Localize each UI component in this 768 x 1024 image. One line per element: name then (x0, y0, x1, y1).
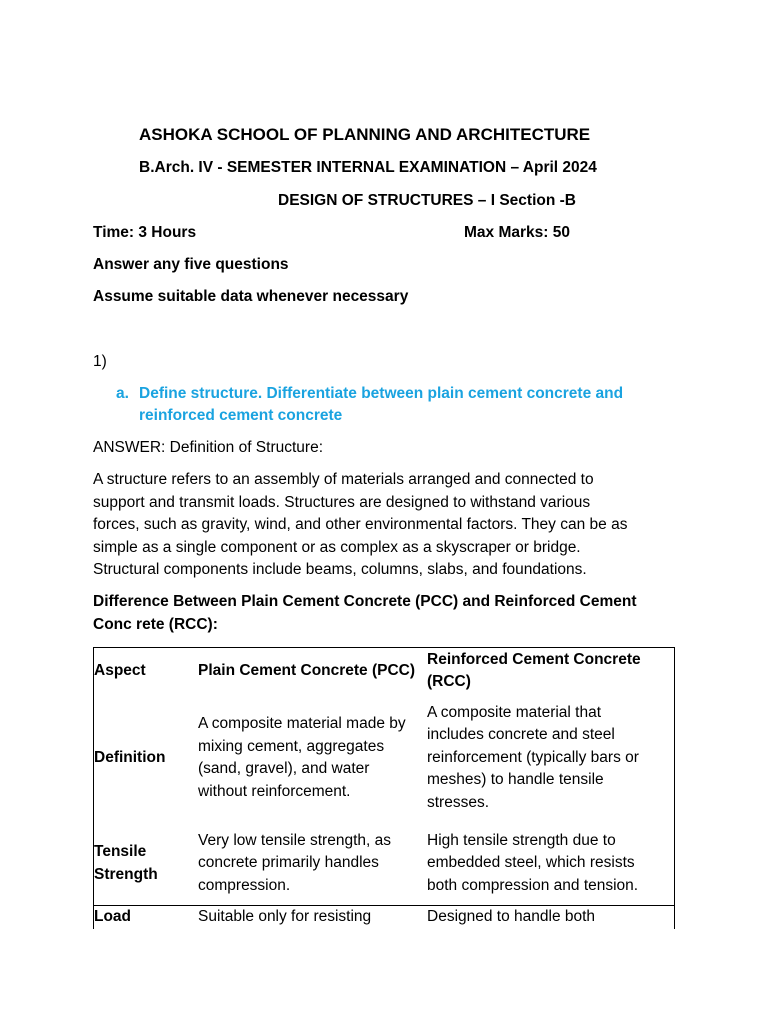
cell-text: compression. (198, 876, 291, 894)
paragraph-line: simple as a single component or as complex as a skyscraper or bridge. (93, 538, 581, 556)
cell-text: reinforcement (typically bars or (427, 748, 639, 766)
answer-paragraph (93, 469, 673, 582)
cell-text: concrete primarily handles (198, 854, 379, 872)
cell-text: Definition (94, 748, 166, 766)
difference-heading-line-1: Difference Between Plain Cement Concrete (PCC) and Reinforced Cement (93, 593, 637, 610)
subject-title: DESIGN OF STRUCTURES – I Section -B (278, 192, 576, 209)
cell-aspect (94, 906, 198, 929)
header-pcc (198, 648, 427, 694)
time-label: Time: 3 Hours (93, 224, 197, 241)
header-aspect (94, 648, 198, 694)
header-rcc-label: Reinforced Cement Concrete (427, 650, 641, 668)
cell-pcc (198, 906, 427, 929)
cell-text: stresses. (427, 793, 490, 811)
cell-text: mixing cement, aggregates (198, 737, 385, 755)
cell-text: A composite material that (427, 703, 602, 721)
cell-text: without reinforcement. (198, 782, 351, 800)
max-marks-label: Max Marks: 50 (464, 224, 570, 241)
cell-text: High tensile strength due to (427, 831, 616, 849)
header-pcc-label: Plain Cement Concrete (PCC) (198, 661, 416, 679)
header-rcc (427, 648, 675, 694)
sub-question-line-1: Define structure. Differentiate between plain cement concrete and (139, 385, 624, 402)
instruction-1: Answer any five questions (93, 256, 289, 273)
cell-text: Designed to handle both (427, 908, 596, 925)
header-aspect-label: Aspect (94, 661, 146, 679)
cell-rcc (427, 694, 675, 822)
cell-text: A composite material made by (198, 715, 406, 732)
header-rcc-label: (RCC) (427, 673, 471, 690)
cell-rcc (427, 822, 675, 905)
cell-text: (sand, gravel), and water (198, 760, 370, 777)
paragraph-line: A structure refers to an assembly of materials arranged and connected to (93, 471, 594, 488)
cell-pcc (198, 694, 427, 822)
cell-text: Strength (94, 865, 158, 883)
answer-heading: ANSWER: Definition of Structure: (93, 439, 323, 456)
difference-heading-line-2: Conc rete (RCC): (93, 616, 218, 633)
cell-rcc (427, 906, 675, 929)
table-row (94, 906, 674, 929)
cell-text: meshes) to handle tensile (427, 771, 604, 789)
cell-text: includes concrete and steel (427, 726, 615, 744)
cell-aspect (94, 822, 198, 905)
paragraph-line: Structural components include beams, columns, slabs, and foundations. (93, 561, 587, 578)
table-header-row (94, 648, 674, 694)
school-title: ASHOKA SCHOOL OF PLANNING AND ARCHITECTURE (139, 125, 591, 144)
cell-text: Suitable only for resisting (198, 908, 372, 925)
instruction-2: Assume suitable data whenever necessary (93, 288, 409, 305)
question-number: 1) (93, 353, 107, 370)
cell-text: Very low tensile strength, as (198, 831, 391, 849)
sub-question-marker: a. (116, 385, 129, 402)
cell-text: Tensile (94, 843, 147, 860)
cell-aspect (94, 694, 198, 822)
cell-text: Load (94, 908, 132, 925)
cell-text: embedded steel, which resists (427, 854, 635, 872)
sub-question-line-2: reinforced cement concrete (139, 407, 343, 424)
paragraph-line: support and transmit loads. Structures are designed to withstand various (93, 493, 591, 511)
table-row (94, 822, 674, 906)
cell-text: both compression and tension. (427, 876, 639, 894)
table-row (94, 694, 674, 822)
comparison-table (93, 647, 675, 929)
paragraph-line: forces, such as gravity, wind, and other environmental factors. They can be as (93, 516, 628, 533)
exam-title: B.Arch. IV - SEMESTER INTERNAL EXAMINATION – April 2024 (139, 159, 597, 176)
cell-pcc (198, 822, 427, 905)
